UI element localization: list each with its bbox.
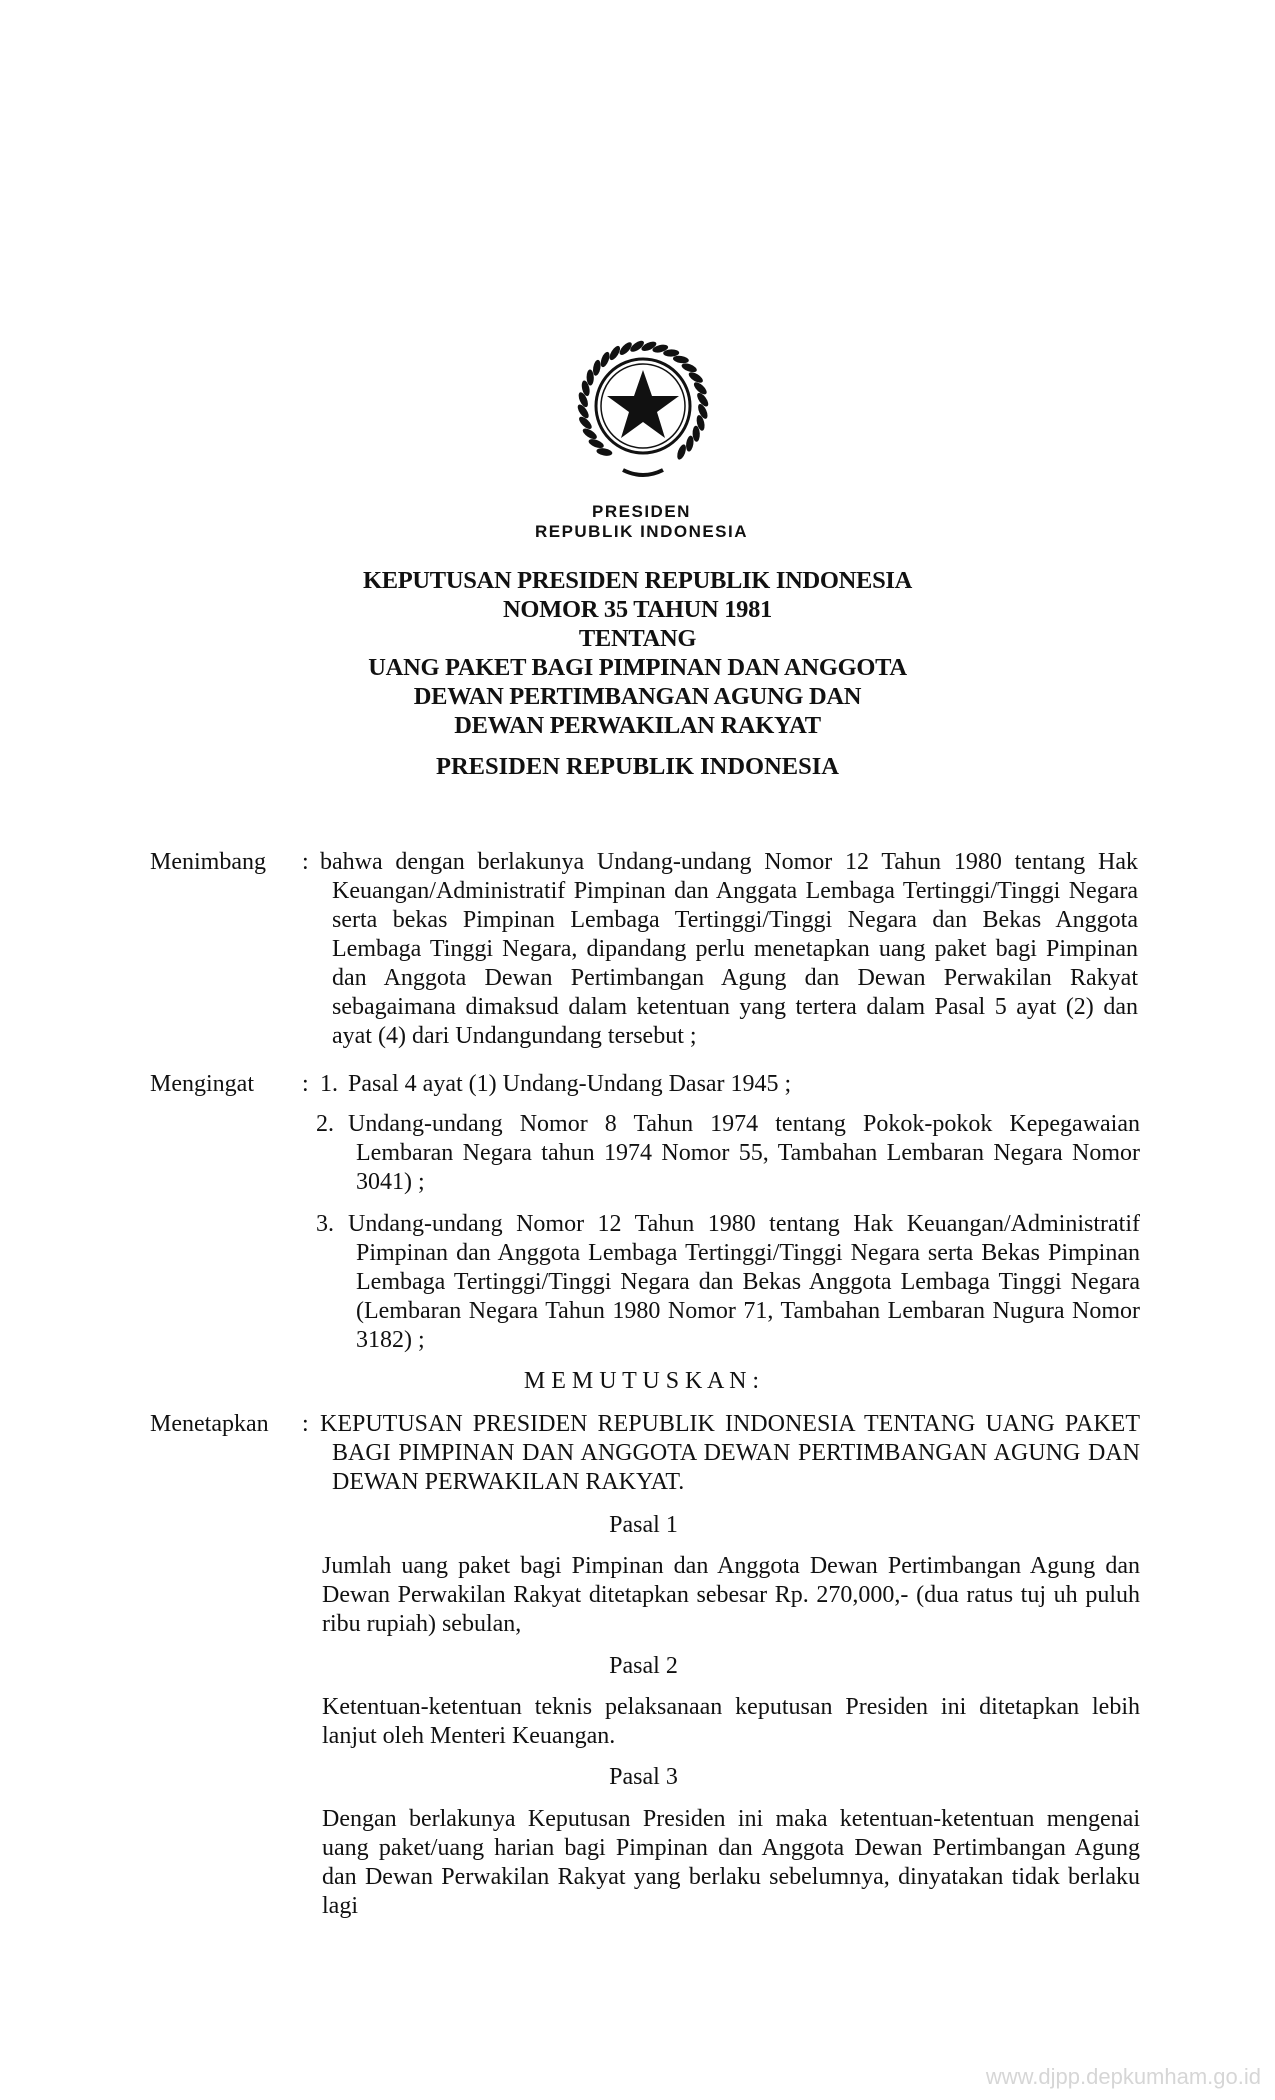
mengingat-item-text: Pasal 4 ayat (1) Undang-Undang Dasar 1945 ; xyxy=(348,1071,792,1097)
section-menetapkan xyxy=(150,1410,1140,1510)
title-line-5: DEWAN PERTIMBANGAN AGUNG DAN xyxy=(413,683,862,710)
mengingat-item-text: Undang-undang Nomor 8 Tahun 1974 tentang Pokok-pokok Kepegawaian Lembaran Negara tahun 1974 Nomor 55, Tambahan Lembaran Negara Nomor 3041) ; xyxy=(348,1111,1140,1195)
wreath-leaf xyxy=(680,362,698,374)
menetapkan-label: Menetapkan xyxy=(150,1411,269,1437)
wreath-leaf xyxy=(596,447,613,457)
document-title xyxy=(0,566,1275,740)
pasal-text: Ketentuan-ketentuan teknis pelaksanaan keputusan Presiden ini ditetapkan lebih lanjut oleh Menteri Keuangan. xyxy=(322,1694,1140,1749)
presidential-emblem-icon xyxy=(565,330,721,486)
pasal-heading: Pasal 1 xyxy=(609,1512,678,1538)
menimbang-text: bahwa dengan berlakunya Undang-undang Nomor 12 Tahun 1980 tentang Hak Keuangan/Administratif Pimpinan dan Anggata Lembaga Tertinggi/Tinggi Negara serta bekas Pimpinan Lembaga Tertinggi/Tinggi Negara dan Bekas Anggota Lembaga Tinggi Negara, dipandang perlu menetapkan uang paket bagi Pimpinan dan Anggota Dewan Pertimbangan Agung dan Dewan Perwakilan Rakyat sebagaimana dimaksud dalam ketentuan yang tertera dalam Pasal 5 ayat (2) dan ayat (4) dari Undangundang tersebut ; xyxy=(320,849,1138,1049)
mengingat-item-number: 1. xyxy=(320,1071,338,1097)
mengingat-item-number: 2. xyxy=(316,1111,334,1137)
menimbang-colon: : xyxy=(302,849,309,875)
title-line-2: NOMOR 35 TAHUN 1981 xyxy=(502,596,773,623)
mengingat-item-text: Undang-undang Nomor 12 Tahun 1980 tentang Hak Keuangan/Administratif Pimpinan dan Anggota Lembaga Tertinggi/Tinggi Negara serta Bekas Pimpinan Lembaga Tertinggi/Tinggi Negara dan Bekas Anggota Lembaga Tinggi Negara (Lembaran Negara Tahun 1980 Nomor 71, Tambahan Lembaran Nugura Nomor 3182) ; xyxy=(348,1211,1140,1353)
menimbang-label: Menimbang xyxy=(150,849,266,875)
title-line-4: UANG PAKET BAGI PIMPINAN DAN ANGGOTA xyxy=(368,654,907,681)
mengingat-colon: : xyxy=(302,1071,309,1097)
document-subtitle: PRESIDEN REPUBLIK INDONESIA xyxy=(436,753,839,780)
wreath-leaf xyxy=(672,355,689,365)
title-line-1: KEPUTUSAN PRESIDEN REPUBLIK INDONESIA xyxy=(362,567,913,594)
pasal-text: Dengan berlakunya Keputusan Presiden ini maka ketentuan-ketentuan mengenai uang paket/uang harian bagi Pimpinan dan Anggota Dewan Pertimbangan Agung dan Dewan Perwakilan Rakyat yang berlaku sebelumnya, dinyatakan tidak berlaku lagi xyxy=(322,1806,1140,1919)
pasal-heading: Pasal 2 xyxy=(609,1653,678,1679)
emblem-caption-presiden: PRESIDEN xyxy=(592,502,691,521)
wreath-leaf xyxy=(587,437,605,449)
mengingat-item-number: 3. xyxy=(316,1211,334,1237)
title-line-6: DEWAN PERWAKILAN RAKYAT xyxy=(454,712,821,739)
wreath-leaf xyxy=(592,359,602,376)
pasal-heading: Pasal 3 xyxy=(609,1764,678,1790)
title-line-3: TENTANG xyxy=(578,625,697,652)
section-menimbang xyxy=(150,848,1140,1088)
menetapkan-text: KEPUTUSAN PRESIDEN REPUBLIK INDONESIA TENTANG UANG PAKET BAGI PIMPINAN DAN ANGGOTA DEWAN PERTIMBANGAN AGUNG DAN DEWAN PERWAKILAN RAKYAT. xyxy=(320,1411,1140,1495)
emblem-caption-republik: REPUBLIK INDONESIA xyxy=(534,522,749,541)
pasal-text: Jumlah uang paket bagi Pimpinan dan Anggota Dewan Pertimbangan Agung dan Dewan Perwakilan Rakyat ditetapkan sebesar Rp. 270,000,- (dua ratus tuj uh puluh ribu rupiah) sebulan, xyxy=(322,1553,1140,1637)
wreath-leaf xyxy=(685,435,695,452)
watermark-url: www.djpp.depkumham.go.id xyxy=(985,2064,1261,2089)
mengingat-label: Mengingat xyxy=(150,1071,254,1097)
menetapkan-colon: : xyxy=(302,1411,309,1437)
memutuskan-heading: M E M U T U S K A N : xyxy=(523,1368,760,1394)
wreath-leaf xyxy=(599,351,611,369)
wreath-leaf xyxy=(675,443,687,460)
section-mengingat xyxy=(150,1070,1140,1370)
